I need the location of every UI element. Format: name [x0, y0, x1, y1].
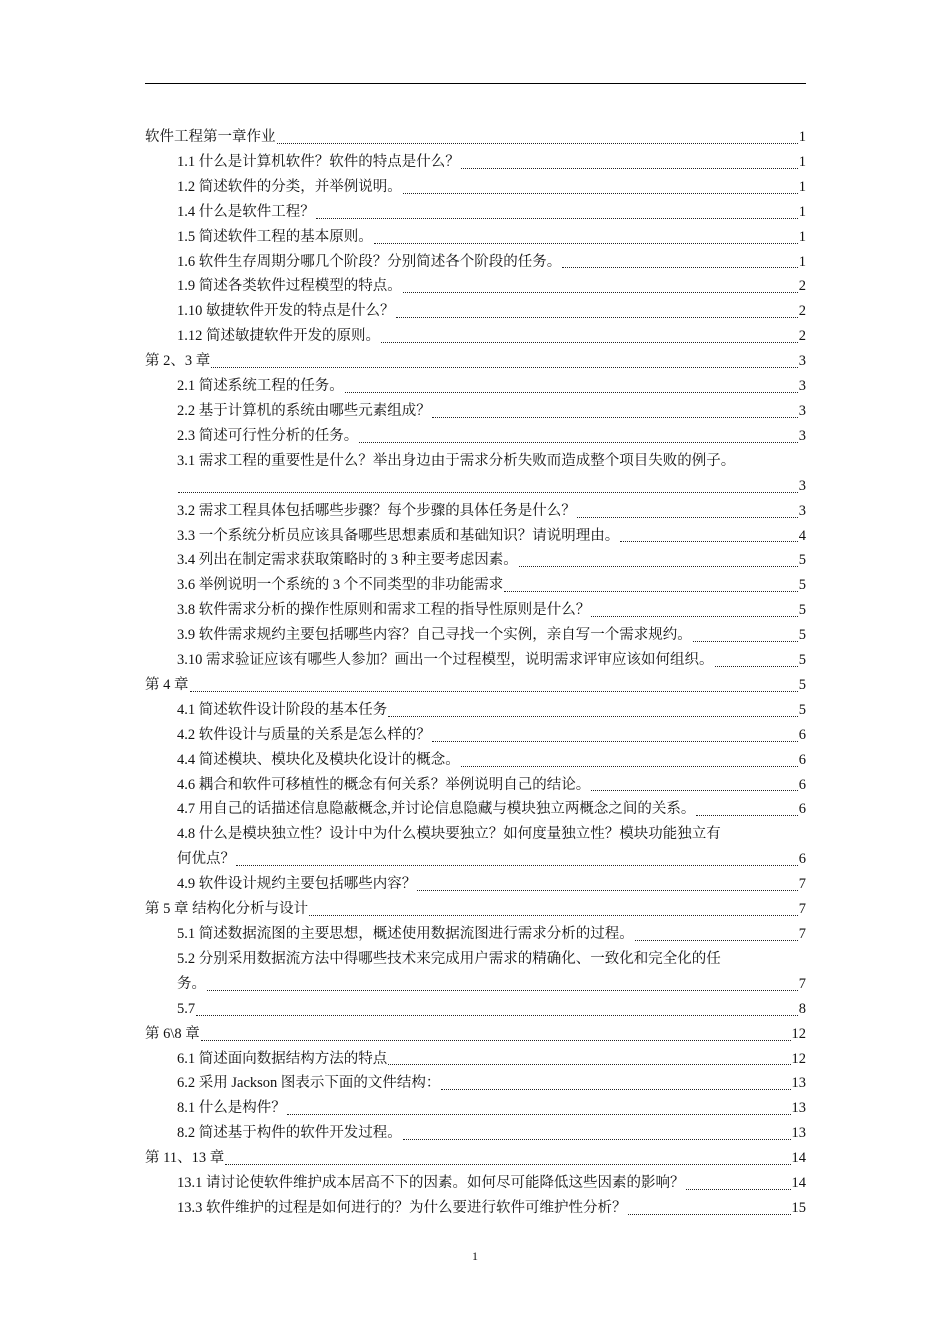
dot-leader — [715, 666, 798, 667]
toc-entry-title: 4.1 简述软件设计阶段的基本任务 — [177, 701, 388, 718]
dot-leader — [201, 1040, 791, 1041]
table-of-contents — [145, 125, 806, 1221]
toc-page-number: 7 — [798, 876, 806, 893]
toc-entry-title: 4.2 软件设计与质量的关系是怎么样的？ — [177, 726, 431, 743]
toc-page-number: 5 — [798, 577, 806, 594]
dot-leader — [441, 1089, 790, 1090]
dot-leader — [519, 566, 798, 567]
toc-chapter-entry[interactable] — [145, 1022, 806, 1047]
toc-section-entry[interactable] — [145, 200, 806, 225]
toc-page-number: 3 — [798, 353, 806, 370]
toc-page-number: 13 — [791, 1125, 806, 1142]
toc-page-number: 2 — [798, 303, 806, 320]
dot-leader — [696, 815, 797, 816]
toc-entry-row — [177, 499, 806, 524]
dot-leader — [417, 890, 798, 891]
toc-page-number: 3 — [798, 502, 806, 519]
dot-leader — [504, 591, 798, 592]
toc-entry-row — [177, 299, 806, 324]
dot-leader — [309, 915, 798, 916]
toc-entry-title: 1.10 敏捷软件开发的特点是什么？ — [177, 303, 395, 320]
header-rule — [145, 83, 806, 84]
toc-entry-title: 1.4 什么是软件工程？ — [177, 203, 315, 220]
toc-entry-title: 3.6 举例说明一个系统的 3 个不同类型的非功能需求 — [177, 577, 504, 594]
toc-entry-row — [177, 972, 806, 997]
toc-page-number: 7 — [798, 901, 806, 918]
toc-entry-title: 2.3 简述可行性分析的任务。 — [177, 427, 359, 444]
toc-entry-title: 3.4 列出在制定需求获取策略时的 3 种主要考虑因素。 — [177, 552, 518, 569]
toc-entry-row — [177, 1121, 806, 1146]
toc-entry-title: 1.5 简述软件工程的基本原则。 — [177, 228, 373, 245]
toc-section-entry[interactable] — [145, 424, 806, 449]
toc-section-entry[interactable] — [145, 822, 806, 872]
dot-leader — [686, 1189, 791, 1190]
toc-page-number: 14 — [791, 1175, 806, 1192]
toc-section-entry[interactable] — [145, 598, 806, 623]
toc-page-number: 1 — [798, 228, 806, 245]
dot-leader — [211, 367, 798, 368]
dot-leader — [190, 691, 798, 692]
toc-entry-title: 第 6\8 章 — [145, 1025, 200, 1042]
toc-page-number: 1 — [798, 253, 806, 270]
toc-section-entry[interactable] — [145, 548, 806, 573]
toc-entry-title: 13.1 请讨论使软件维护成本居高不下的因素。如何尽可能降低这些因素的影响？ — [177, 1175, 685, 1192]
toc-section-entry[interactable] — [145, 399, 806, 424]
toc-entry-row — [177, 1096, 806, 1121]
toc-page-number: 8 — [798, 1000, 806, 1017]
toc-entry-row — [177, 524, 806, 549]
toc-entry-row — [145, 125, 806, 150]
toc-entry-row — [177, 623, 806, 648]
dot-leader — [396, 317, 798, 318]
toc-entry-row — [177, 1196, 806, 1221]
dot-leader — [577, 517, 798, 518]
toc-entry-title: 1.6 软件生存周期分哪几个阶段？分别简述各个阶段的任务。 — [177, 253, 562, 270]
toc-entry-row — [145, 349, 806, 374]
toc-page-number: 6 — [798, 851, 806, 868]
toc-page-number: 3 — [798, 477, 806, 494]
dot-leader — [388, 1064, 790, 1065]
toc-section-entry[interactable] — [145, 1096, 806, 1121]
toc-entry-title: 务。 — [177, 975, 206, 992]
toc-section-entry[interactable] — [145, 1047, 806, 1072]
toc-page-number: 14 — [791, 1150, 806, 1167]
page-number: 1 — [472, 1249, 478, 1263]
dot-leader — [635, 940, 798, 941]
toc-page-number: 1 — [798, 178, 806, 195]
toc-entry-row — [177, 225, 806, 250]
toc-section-entry[interactable] — [145, 1071, 806, 1096]
toc-entry-row — [177, 723, 806, 748]
toc-entry-row — [177, 797, 806, 822]
toc-section-entry[interactable] — [145, 524, 806, 549]
toc-entry-row — [177, 773, 806, 798]
toc-entry-title-line: 4.8 什么是模块独立性？设计中为什么模块要独立？如何度量独立性？模块功能独立有 — [177, 826, 721, 843]
toc-section-entry[interactable] — [145, 1171, 806, 1196]
toc-entry-title: 8.1 什么是构件？ — [177, 1100, 286, 1117]
toc-page-number: 12 — [791, 1050, 806, 1067]
dot-leader — [277, 143, 798, 144]
toc-entry-row — [177, 324, 806, 349]
dot-leader — [403, 1139, 791, 1140]
toc-page-number: 4 — [798, 527, 806, 544]
toc-entry-title-line: 3.1 需求工程的重要性是什么？举出身边由于需求分析失败而造成整个项目失败的例子。 — [177, 452, 736, 469]
toc-chapter-entry[interactable] — [145, 1146, 806, 1171]
toc-entry-title: 8.2 简述基于构件的软件开发过程。 — [177, 1125, 402, 1142]
toc-entry-title: 3.3 一个系统分析员应该具备哪些思想素质和基础知识？请说明理由。 — [177, 527, 620, 544]
toc-section-entry[interactable] — [145, 872, 806, 897]
toc-page-number: 1 — [798, 203, 806, 220]
toc-entry-title: 2.1 简述系统工程的任务。 — [177, 378, 344, 395]
toc-section-entry[interactable] — [145, 723, 806, 748]
toc-page-number: 3 — [798, 402, 806, 419]
dot-leader — [620, 541, 798, 542]
toc-entry-title: 13.3 软件维护的过程是如何进行的？为什么要进行软件可维护性分析？ — [177, 1199, 627, 1216]
toc-entry-row — [177, 922, 806, 947]
toc-entry-row — [177, 175, 806, 200]
toc-page-number: 5 — [798, 602, 806, 619]
toc-entry-title: 1.1 什么是计算机软件？软件的特点是什么？ — [177, 153, 460, 170]
toc-page-number: 7 — [798, 926, 806, 942]
dot-leader — [359, 442, 798, 443]
toc-entry-row — [177, 399, 806, 424]
toc-page-number: 3 — [798, 427, 806, 444]
toc-entry-row — [177, 1171, 806, 1196]
toc-section-entry[interactable] — [145, 573, 806, 598]
toc-section-entry[interactable] — [145, 947, 806, 997]
dot-leader — [432, 417, 798, 418]
toc-entry-row — [177, 648, 806, 673]
toc-entry-title: 第 4 章 — [145, 676, 189, 693]
toc-entry-title: 4.4 简述模块、模块化及模块化设计的概念。 — [177, 751, 460, 768]
dot-leader — [287, 1114, 791, 1115]
toc-section-entry[interactable] — [145, 748, 806, 773]
toc-entry-title: 4.9 软件设计规约主要包括哪些内容？ — [177, 876, 417, 893]
toc-entry-row — [177, 548, 806, 573]
toc-entry-title: 软件工程第一章作业 — [145, 129, 276, 145]
toc-section-entry[interactable] — [145, 250, 806, 275]
toc-entry-title-line: 5.2 分别采用数据流方法中得哪些技术来完成用户需求的精确化、一致化和完全化的任 — [177, 950, 721, 967]
toc-page-number: 6 — [798, 776, 806, 793]
toc-entry-title: 2.2 基于计算机的系统由哪些元素组成？ — [177, 402, 431, 419]
toc-entry-title: 3.9 软件需求规约主要包括哪些内容？自己寻找一个实例，亲自写一个需求规约。 — [177, 627, 692, 644]
toc-page-number: 12 — [791, 1025, 806, 1042]
toc-page-number: 1 — [798, 129, 806, 145]
dot-leader — [403, 193, 798, 194]
toc-entry-row — [177, 1071, 806, 1096]
toc-entry-row — [177, 274, 806, 299]
toc-page-number: 5 — [798, 701, 806, 718]
toc-entry-title: 3.8 软件需求分析的操作性原则和需求工程的指导性原则是什么？ — [177, 602, 591, 619]
toc-entry-row — [177, 374, 806, 399]
toc-entry-title: 4.6 耦合和软件可移植性的概念有何关系？举例说明自己的结论。 — [177, 776, 591, 793]
toc-section-entry[interactable] — [145, 374, 806, 399]
dot-leader — [374, 243, 798, 244]
toc-section-entry[interactable] — [145, 698, 806, 723]
toc-page-number: 5 — [798, 652, 806, 669]
toc-page-number: 13 — [791, 1075, 806, 1092]
toc-chapter-entry[interactable] — [145, 125, 806, 150]
toc-entry-title: 第 11、13 章 — [145, 1150, 225, 1167]
toc-section-entry[interactable] — [145, 797, 806, 822]
toc-page-number: 6 — [798, 801, 806, 818]
toc-entry-title: 何优点？ — [177, 851, 235, 868]
toc-section-entry[interactable] — [145, 274, 806, 299]
toc-page-number: 5 — [798, 552, 806, 569]
dot-leader — [403, 292, 798, 293]
toc-page-number: 2 — [798, 328, 806, 345]
toc-section-entry[interactable] — [145, 150, 806, 175]
dot-leader — [562, 267, 798, 268]
dot-leader — [432, 741, 798, 742]
toc-entry-title: 3.2 需求工程具体包括哪些步骤？每个步骤的具体任务是什么？ — [177, 502, 576, 519]
dot-leader — [316, 218, 798, 219]
dot-leader — [236, 865, 798, 866]
toc-chapter-entry[interactable] — [145, 673, 806, 698]
toc-entry-row — [177, 250, 806, 275]
toc-section-entry[interactable] — [145, 499, 806, 524]
toc-chapter-entry[interactable] — [145, 897, 806, 922]
dot-leader — [628, 1214, 791, 1215]
toc-page-number: 13 — [791, 1100, 806, 1117]
toc-entry-title: 5.1 简述数据流图的主要思想，概述使用数据流图进行需求分析的过程。 — [177, 926, 634, 942]
dot-leader — [591, 616, 798, 617]
toc-entry-row — [177, 474, 806, 499]
dot-leader — [225, 1164, 790, 1165]
toc-section-entry[interactable] — [145, 449, 806, 499]
toc-entry-title: 6.1 简述面向数据结构方法的特点 — [177, 1050, 388, 1067]
toc-entry-row — [177, 150, 806, 175]
toc-page-number: 2 — [798, 278, 806, 295]
toc-entry-row — [177, 997, 806, 1022]
toc-entry-title: 1.9 简述各类软件过程模型的特点。 — [177, 278, 402, 295]
dot-leader — [461, 766, 798, 767]
toc-entry-title: 1.12 简述敏捷软件开发的原则。 — [177, 328, 380, 345]
toc-page-number: 1 — [798, 153, 806, 170]
toc-section-entry[interactable] — [145, 997, 806, 1022]
dot-leader — [381, 342, 798, 343]
toc-entry-row — [177, 748, 806, 773]
toc-section-entry[interactable] — [145, 1196, 806, 1221]
toc-section-entry[interactable] — [145, 175, 806, 200]
toc-entry-title: 1.2 简述软件的分类，并举例说明。 — [177, 178, 402, 195]
toc-page-number: 5 — [798, 676, 806, 693]
toc-entry-row — [145, 897, 806, 922]
toc-entry-title: 6.2 采用 Jackson 图表示下面的文件结构： — [177, 1075, 441, 1092]
toc-section-entry[interactable] — [145, 623, 806, 648]
dot-leader — [345, 392, 798, 393]
dot-leader — [693, 641, 798, 642]
toc-entry-row — [177, 598, 806, 623]
toc-section-entry[interactable] — [145, 773, 806, 798]
toc-entry-row — [177, 1047, 806, 1072]
toc-section-entry[interactable] — [145, 922, 806, 947]
toc-page-number: 3 — [798, 378, 806, 395]
toc-entry-row — [145, 1022, 806, 1047]
toc-entry-title: 4.7 用自己的话描述信息隐蔽概念,并讨论信息隐藏与模块独立两概念之间的关系。 — [177, 801, 696, 818]
toc-entry-row — [177, 200, 806, 225]
toc-entry-title: 第 5 章 结构化分析与设计 — [145, 901, 309, 918]
toc-entry-title: 3.10 需求验证应该有哪些人参加？画出一个过程模型，说明需求评审应该如何组织。 — [177, 652, 714, 669]
toc-entry-row — [145, 673, 806, 698]
dot-leader — [196, 1015, 798, 1016]
toc-page-number: 6 — [798, 726, 806, 743]
toc-entry-title: 5.7 — [177, 1000, 196, 1017]
dot-leader — [461, 168, 798, 169]
toc-section-entry[interactable] — [145, 1121, 806, 1146]
toc-section-entry[interactable] — [145, 299, 806, 324]
toc-page-number: 5 — [798, 627, 806, 644]
toc-page-number: 15 — [791, 1199, 806, 1216]
toc-entry-row — [177, 424, 806, 449]
dot-leader — [388, 716, 798, 717]
toc-entry-row — [177, 847, 806, 872]
toc-entry-title: 第 2、3 章 — [145, 353, 211, 370]
toc-entry-row — [145, 1146, 806, 1171]
toc-section-entry[interactable] — [145, 324, 806, 349]
toc-section-entry[interactable] — [145, 225, 806, 250]
toc-chapter-entry[interactable] — [145, 349, 806, 374]
dot-leader — [207, 990, 798, 991]
toc-entry-row — [177, 573, 806, 598]
toc-section-entry[interactable] — [145, 648, 806, 673]
dot-leader — [591, 790, 798, 791]
toc-page-number: 7 — [798, 975, 806, 992]
dot-leader — [178, 492, 798, 493]
toc-entry-row — [177, 872, 806, 897]
toc-page-number: 6 — [798, 751, 806, 768]
toc-entry-row — [177, 698, 806, 723]
